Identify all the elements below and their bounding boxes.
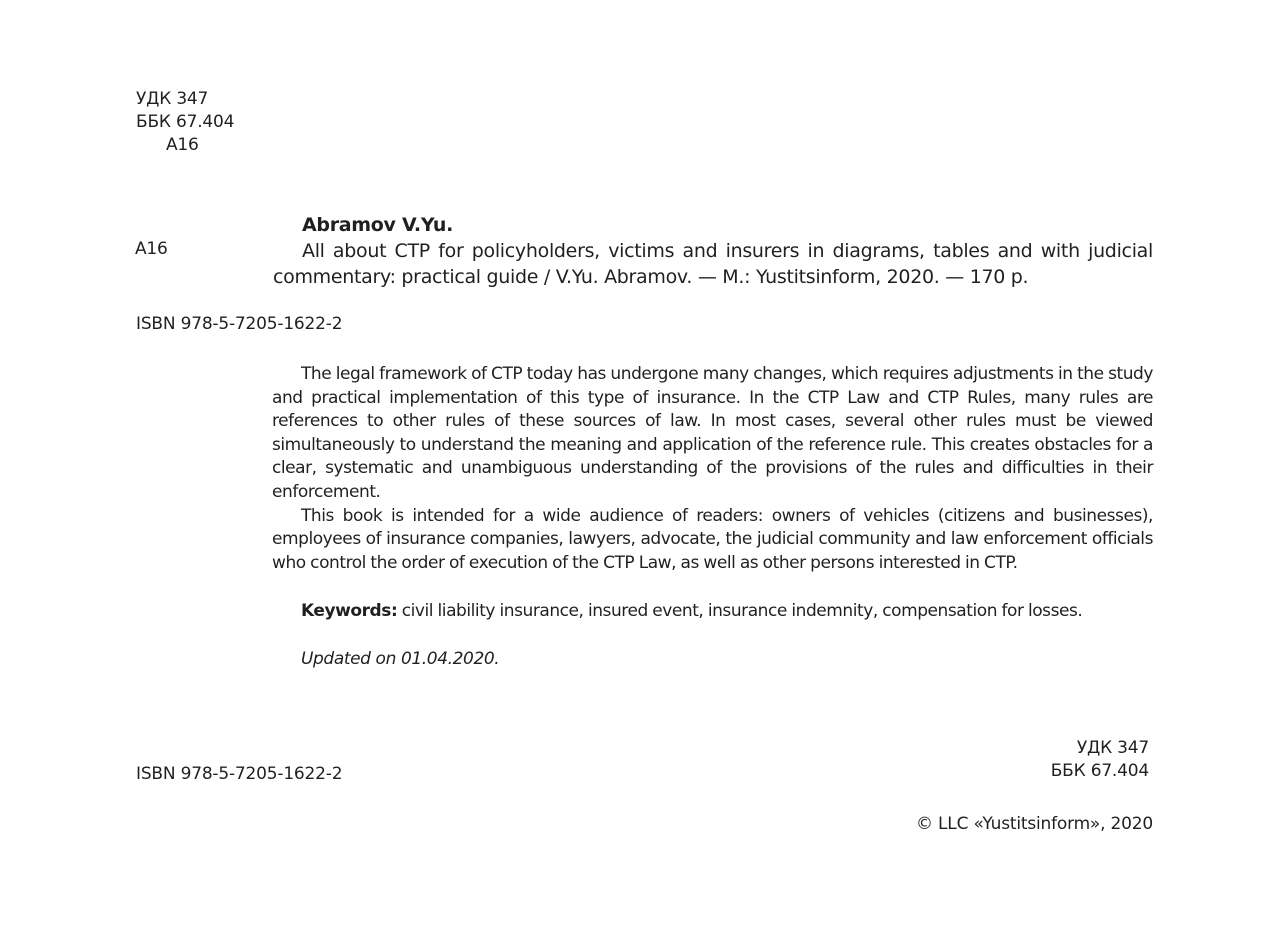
author-mark: А16 xyxy=(166,135,199,155)
citation-text: All about CTP for policyholders, victims and insurers in diagrams, tables and with judicial commentary: practical guide / V.Yu. Abramov. — M.: Yustitsinform, 2020. — 170 p. xyxy=(273,240,1153,288)
abstract-paragraph: This book is intended for a wide audience of readers: owners of vehicles (citizens and businesses), employees of insurance companies, lawyers, advocate, the judicial community and law enforcement officials who control the order of execution of the CTP Law, as well as other persons interested in CTP. xyxy=(272,505,1153,573)
udk-code: УДК 347 xyxy=(136,89,209,109)
bibliographic-record xyxy=(273,212,1153,290)
keywords-text: civil liability insurance, insured event, insurance indemnity, compensation for losses. xyxy=(397,601,1083,621)
abstract xyxy=(272,363,1153,575)
author-name: Abramov V.Yu. xyxy=(302,214,454,236)
udk-code-bottom: УДК 347 xyxy=(1076,738,1149,758)
isbn-top: ISBN 978-5-7205-1622-2 xyxy=(136,314,343,334)
keywords xyxy=(301,600,1082,623)
isbn-bottom: ISBN 978-5-7205-1622-2 xyxy=(136,764,343,784)
keywords-label: Keywords: xyxy=(301,601,398,621)
bbk-code-bottom: ББК 67.404 xyxy=(1050,761,1149,781)
copyright-notice: © LLC «Yustitsinform», 2020 xyxy=(916,814,1153,834)
abstract-paragraph: The legal framework of CTP today has undergone many changes, which requires adjustments in the study and practical implementation of this type of insurance. In the CTP Law and CTP Rules, many rules are references to other rules of these sources of law. In most cases, several other rules must be viewed simultaneously to understand the meaning and application of the reference rule. This creates obstacles for a clear, systematic and unambiguous understanding of the provisions of the rules and difficulties in their enforcement. xyxy=(272,364,1153,502)
bbk-code: ББК 67.404 xyxy=(136,112,235,132)
side-author-mark: А16 xyxy=(135,239,168,259)
classification-bottom xyxy=(1051,737,1149,783)
updated-note: Updated on 01.04.2020. xyxy=(301,649,500,669)
